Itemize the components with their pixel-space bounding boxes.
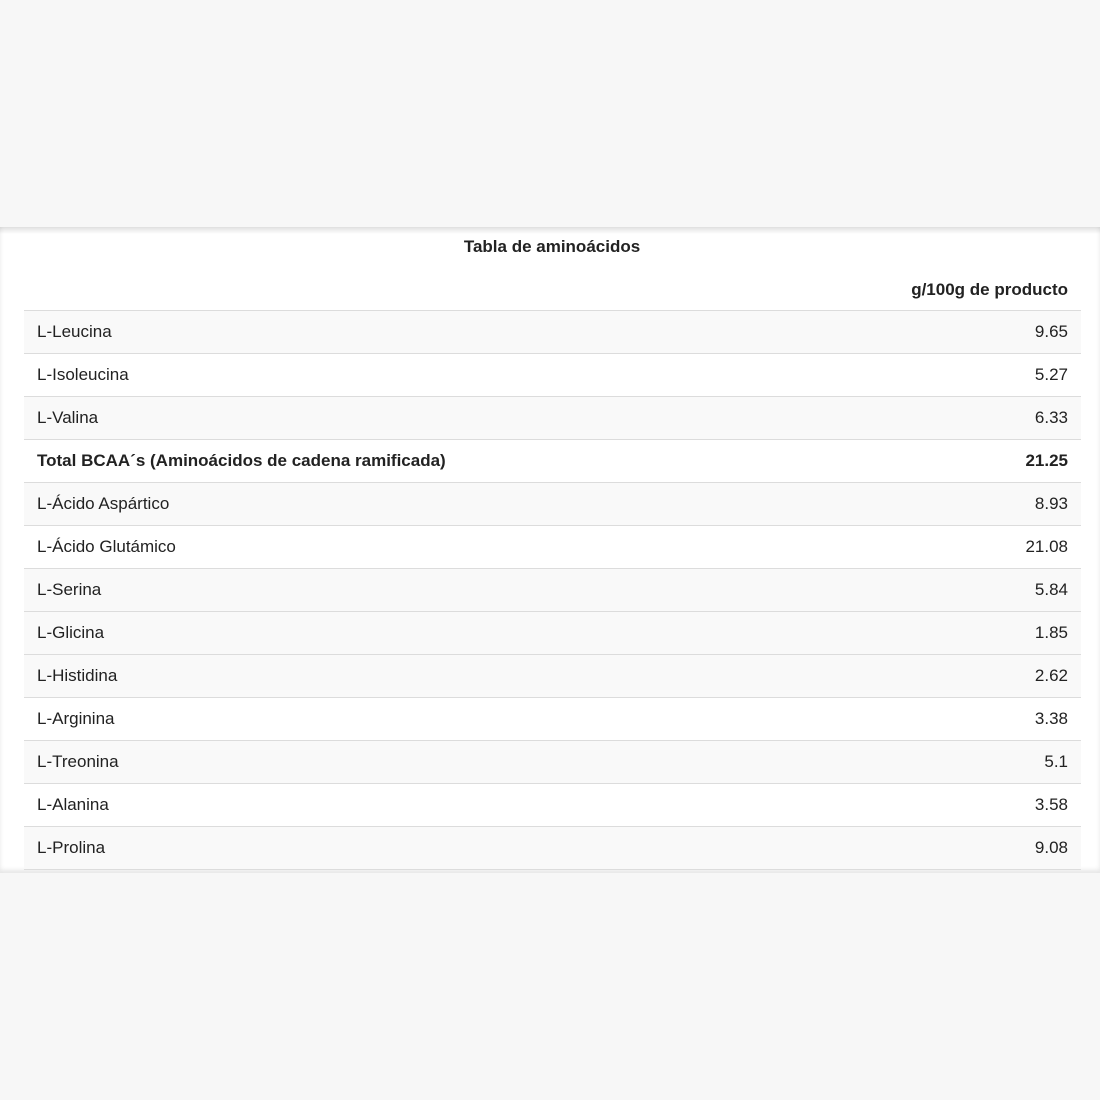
row-value: 5.27: [1034, 365, 1068, 384]
row-value: 8.93: [1034, 494, 1068, 513]
row-name: L-Leucina: [37, 322, 112, 341]
row-value: 21.25: [1025, 451, 1068, 470]
row-value: 5.1: [1044, 752, 1068, 771]
table-title: Tabla de aminoácidos: [463, 237, 641, 256]
column-header-amount: g/100g de producto: [911, 280, 1068, 299]
row-value: 5.84: [1034, 580, 1068, 599]
row-name: L-Glicina: [37, 623, 105, 642]
table-row: [24, 397, 1081, 440]
row-value: 9.65: [1034, 322, 1068, 341]
row-value: 21.08: [1025, 537, 1068, 556]
row-name: L-Ácido Aspártico: [37, 494, 170, 513]
table-row: [24, 698, 1081, 741]
table-row: [24, 827, 1081, 870]
table-row: [24, 526, 1081, 569]
table-row: [24, 483, 1081, 526]
table-row: [24, 741, 1081, 784]
table-row: [24, 612, 1081, 655]
table-row: [24, 569, 1081, 612]
table-row: [24, 784, 1081, 827]
row-name: L-Treonina: [37, 752, 119, 771]
bottom-blank-area: [0, 873, 1100, 1100]
row-name: L-Valina: [37, 408, 99, 427]
row-value: 9.08: [1034, 838, 1068, 857]
row-name: L-Alanina: [37, 795, 109, 814]
table-row-total: [24, 440, 1081, 483]
row-name: Total BCAA´s (Aminoácidos de cadena ramificada): [37, 451, 446, 470]
table-row: [24, 311, 1081, 354]
row-name: L-Arginina: [37, 709, 115, 728]
table-row: [24, 655, 1081, 698]
row-value: 2.62: [1034, 666, 1068, 685]
row-value: 1.85: [1034, 623, 1068, 642]
row-value: 3.38: [1034, 709, 1068, 728]
row-name: L-Histidina: [37, 666, 118, 685]
table-row: [24, 354, 1081, 397]
amino-acid-panel: [0, 227, 1100, 873]
table-header-row: [24, 268, 1081, 311]
row-value: 6.33: [1034, 408, 1068, 427]
amino-acid-table: [24, 268, 1081, 870]
row-name: L-Serina: [37, 580, 102, 599]
row-name: L-Isoleucina: [37, 365, 129, 384]
row-name: L-Ácido Glutámico: [37, 537, 176, 556]
row-value: 3.58: [1034, 795, 1068, 814]
top-blank-area: [0, 0, 1100, 227]
row-name: L-Prolina: [37, 838, 106, 857]
